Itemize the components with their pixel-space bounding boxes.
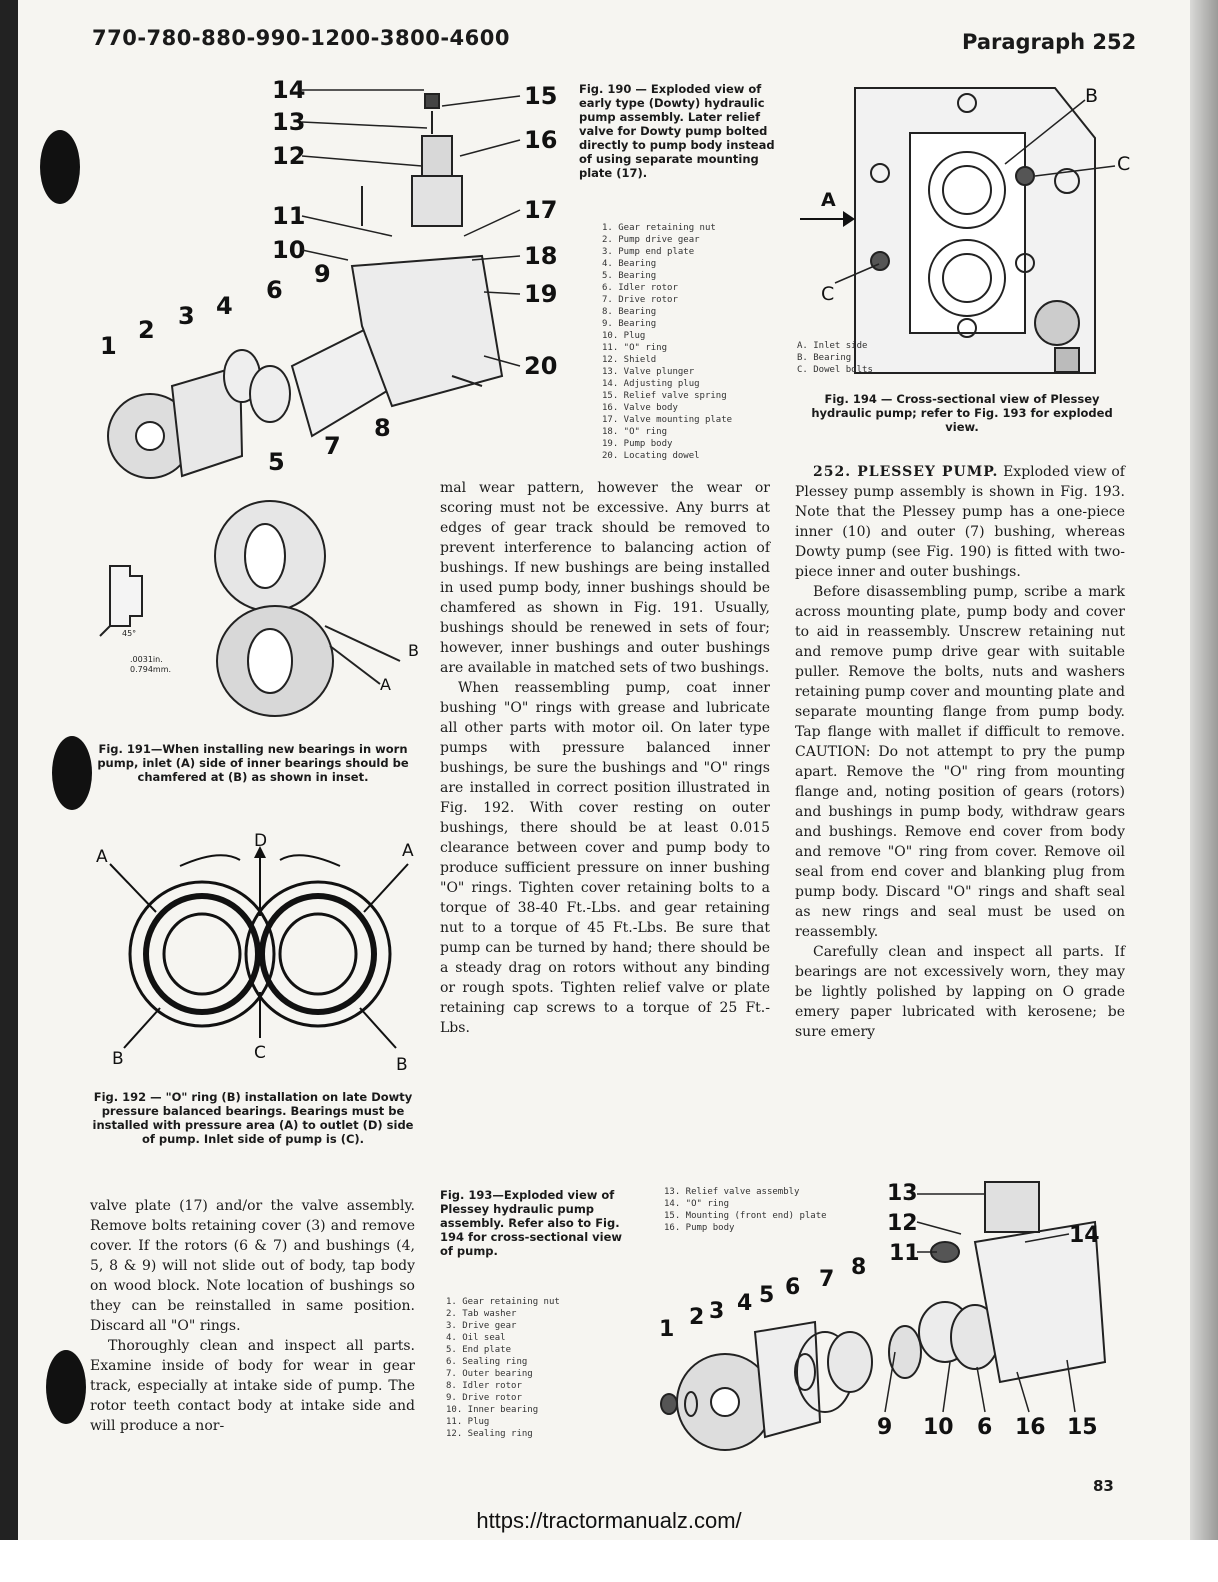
fig194-legend-item: A. Inlet side (797, 341, 868, 351)
fig194-label-c2: C (821, 283, 835, 305)
fig193-callout-8: 8 (851, 1255, 867, 1280)
fig190-callout-17: 17 (524, 196, 558, 224)
fig193-legend-item: 8. Idler rotor (446, 1381, 522, 1391)
fig193-legend-item: 6. Sealing ring (446, 1357, 528, 1367)
fig192-label-b-right: B (396, 1055, 408, 1075)
section-heading: 252. PLESSEY PUMP. (813, 464, 999, 480)
book-spine (0, 0, 18, 1582)
fig193-drawing (655, 1172, 1125, 1462)
fig191-caption: Fig. 191—When installing new bearings in worn pump, inlet (A) side of inner bearings should be chamfered at (B) as shown in inset. (97, 742, 409, 784)
bottom-margin (0, 1540, 1218, 1582)
fig190-legend-item: 2. Pump drive gear (602, 235, 700, 245)
fig193-callout-16: 16 (1015, 1415, 1046, 1440)
fig193-callout-10: 10 (923, 1415, 954, 1440)
fig191-dim1-label: .0031in. (130, 655, 163, 664)
fig191-label-b: B (408, 641, 419, 660)
fig193-legend-item: 10. Inner bearing (446, 1405, 539, 1415)
fig190-callout-15: 15 (524, 82, 558, 110)
fig193-legend-item: 15. Mounting (front end) plate (664, 1211, 827, 1221)
fig190-callout-2: 2 (138, 316, 155, 344)
fig190-legend-item: 7. Drive rotor (602, 295, 678, 305)
fig193-legend-item: 2. Tab washer (446, 1309, 517, 1319)
fig190-callout-18: 18 (524, 242, 558, 270)
fig190-legend-item: 17. Valve mounting plate (602, 415, 733, 425)
paragraph: mal wear pattern, however the wear or scoring must not be excessive. Any burrs at edges of gear track should be removed to prevent interference to balancing action of bushings. If new bushings are being installed in used pump body, inner bushings should be chamfered as shown in Fig. 191. Usually, bushings should be renewed in sets of four; however, inner bushings and outer bushings are available in matched sets of two bushings. (440, 480, 770, 676)
fig190-legend-item: 6. Idler rotor (602, 283, 678, 293)
fig190-legend-item: 15. Relief valve spring (602, 391, 727, 401)
fig190-callout-20: 20 (524, 352, 558, 380)
fig193-callout-4: 4 (737, 1291, 753, 1316)
fig194-drawing (795, 78, 1145, 378)
fig194-label-b: B (1085, 85, 1099, 107)
fig193-legend-item: 9. Drive rotor (446, 1393, 522, 1403)
binder-hole-middle (52, 736, 92, 810)
fig193-callout-15: 15 (1067, 1415, 1098, 1440)
fig193-legend-item: 3. Drive gear (446, 1321, 517, 1331)
fig193-callout-6b: 6 (977, 1415, 993, 1440)
fig194-legend-item: C. Dowel bolts (797, 365, 873, 375)
fig190-callout-5: 5 (268, 448, 285, 476)
fig190-legend-item: 16. Valve body (602, 403, 678, 413)
text-middle-column (440, 478, 770, 1038)
fig194-label-a: A (821, 189, 836, 211)
fig190-legend-item: 20. Locating dowel (602, 451, 700, 461)
fig191-dim2-label: 0.794mm. (130, 665, 172, 674)
fig190-legend-item: 12. Shield (602, 355, 657, 365)
fig190-callout-3: 3 (178, 302, 195, 330)
fig193-legend-item: 16. Pump body (664, 1223, 735, 1233)
paragraph: Before disassembling pump, scribe a mark across mounting plate, pump body and cover to aid in reassembly. Unscrew retaining nut and remove pump drive gear with suitable puller. Remove the bolts, nuts and washers retaining pump cover and mounting plate and separate mounting flange from pump body. Tap flange with mallet if difficult to remove. CAUTION: Do not attempt to pry the pump apart. Remove the "O" ring from mounting flange and, noting position of gears (rotors) and bushings in pump body, withdraw gears and bushings. Remove end cover from body and remove "O" ring from cover. Remove oil seal from end cover and blanking plug from pump body. Discard "O" rings and shaft seal as new rings and seal must be used on reassembly. (795, 584, 1125, 940)
page-number: 83 (1093, 1477, 1114, 1495)
fig190-callout-12: 12 (272, 142, 306, 170)
source-url[interactable]: https://tractormanualz.com/ (476, 1508, 742, 1533)
fig194-caption: Fig. 194 — Cross-sectional view of Plessey hydraulic pump; refer to Fig. 193 for exploded view. (811, 392, 1113, 434)
fig193-legend-item: 14. "O" ring (664, 1199, 730, 1209)
fig190-legend-item: 14. Adjusting plug (602, 379, 700, 389)
fig193-legend-item: 4. Oil seal (446, 1333, 506, 1343)
fig192-drawing (90, 826, 430, 1076)
fig191-label-a: A (380, 675, 391, 694)
fig190-legend-item: 4. Bearing (602, 259, 657, 269)
fig190-callout-9: 9 (314, 260, 331, 288)
fig193-callout-12: 12 (887, 1211, 918, 1236)
fig193-callout-13: 13 (887, 1181, 918, 1206)
fig190-callout-4: 4 (216, 292, 233, 320)
fig190-callout-11: 11 (272, 202, 306, 230)
fig190-legend-item: 18. "O" ring (602, 427, 668, 437)
paragraph: valve plate (17) and/or the valve assembly. Remove bolts retaining cover (3) and remove cover. If the rotors (6 & 7) and bushings (4, 5, 8 & 9) will not slide out of body, tap body on wood block. Note location of bushings so they can be reinstalled in same position. Discard all "O" rings. (90, 1198, 415, 1334)
fig193-legend-item: 13. Relief valve assembly (664, 1187, 800, 1197)
fig194-legend (797, 340, 917, 376)
fig192-label-a-left: A (96, 847, 108, 867)
fig190-legend-item: 9. Bearing (602, 319, 657, 329)
binder-hole-top (40, 130, 80, 204)
paragraph: When reassembling pump, coat inner bushing "O" rings with grease and lubricate all other parts with motor oil. On later type pumps with pressure balanced inner bushings, be sure the bushings and "O" rings are installed in correct position illustrated in Fig. 192. With cover resting on outer bushings, there should be at least 0.015 clearance between cover and pump body to produce sufficient pressure on inner bushing "O" rings. Tighten cover retaining bolts to a torque of 38-40 Ft.-Lbs. and gear retaining nut to a torque of 45 Ft.-Lbs. Be sure that pump can be turned by hand; there should be a steady drag on rotors without any binding or rough spots. Tighten relief valve or plate retaining cap screws to a torque of 25 Ft.-Lbs. (440, 680, 770, 1036)
fig190-callout-7: 7 (324, 432, 341, 460)
fig193-legend-item: 7. Outer bearing (446, 1369, 533, 1379)
fig192-label-b-left: B (112, 1049, 124, 1069)
fig193-legend-item: 11. Plug (446, 1417, 490, 1427)
fig192-caption: Fig. 192 — "O" ring (B) installation on late Dowty pressure balanced bearings. Bearings must be installed with pressure area (A) to outlet (D) side of pump. Inlet side of pump is (C). (92, 1090, 414, 1146)
fig190-callout-14: 14 (272, 76, 306, 104)
fig193-caption: Fig. 193—Exploded view of Plessey hydraulic pump assembly. Refer also to Fig. 194 for cross-sectional view of pump. (440, 1188, 622, 1258)
fig190-legend-item: 11. "O" ring (602, 343, 668, 353)
fig194-legend-item: B. Bearing (797, 353, 852, 363)
fig191-drawing (90, 496, 430, 736)
fig190-legend-item: 1. Gear retaining nut (602, 223, 716, 233)
fig193-callout-6: 6 (785, 1275, 801, 1300)
fig193-legend-item: 12. Sealing ring (446, 1429, 533, 1439)
header-models: 770-780-880-990-1200-3800-4600 (92, 26, 510, 50)
fig193-callout-1: 1 (659, 1317, 675, 1342)
fig190-drawing (92, 76, 562, 486)
fig190-callout-10: 10 (272, 236, 306, 264)
fig193-callout-5: 5 (759, 1283, 775, 1308)
fig190-legend-item: 8. Bearing (602, 307, 657, 317)
fig190-legend-item: 10. Plug (602, 331, 646, 341)
fig190-callout-13: 13 (272, 108, 306, 136)
fig192-label-c: C (254, 1043, 266, 1063)
text-right-column (795, 462, 1125, 1042)
paragraph: Carefully clean and inspect all parts. If bearings are not excessively worn, they may be lightly polished by lapping on O grade emery paper lubricated with kerosene; be sure emery (795, 944, 1125, 1040)
text-left-column (90, 1196, 415, 1436)
fig193-callout-7: 7 (819, 1267, 835, 1292)
fig194-label-c1: C (1117, 153, 1131, 175)
fig193-legend-item: 5. End plate (446, 1345, 512, 1355)
fig193-legend-1 (446, 1296, 616, 1440)
binder-hole-bottom (46, 1350, 86, 1424)
fig190-callout-6: 6 (266, 276, 283, 304)
fig190-callout-19: 19 (524, 280, 558, 308)
fig193-callout-3: 3 (709, 1299, 725, 1324)
header-paragraph: Paragraph 252 (962, 30, 1137, 54)
paragraph: Exploded view of Plessey pump assembly is shown in Fig. 193. Note that the Plessey pump has a one-piece inner (10) and outer (7) bushing, whereas Dowty pump (see Fig. 190) is fitted with two-piece inner and outer bushings. (795, 464, 1125, 580)
fig190-callout-8: 8 (374, 414, 391, 442)
fig193-legend-item: 1. Gear retaining nut (446, 1297, 560, 1307)
page-edge (1190, 0, 1218, 1582)
fig191-angle-label: 45° (122, 629, 137, 638)
fig193-callout-9: 9 (877, 1415, 893, 1440)
paragraph: Thoroughly clean and inspect all parts. Examine inside of body for wear in gear track, especially at intake side of pump. The rotor teeth contact body at intake side and will produce a nor- (90, 1338, 415, 1434)
fig190-caption: Fig. 190 — Exploded view of early type (Dowty) hydraulic pump assembly. Later relief valve for Dowty pump bolted directly to pump body instead of using separate mounting plate (17). (579, 82, 775, 180)
fig190-legend-item: 3. Pump end plate (602, 247, 695, 257)
fig190-legend-item: 5. Bearing (602, 271, 657, 281)
fig190-callout-16: 16 (524, 126, 558, 154)
fig190-legend (602, 222, 772, 462)
fig192-label-a-right: A (402, 841, 414, 861)
fig193-callout-14: 14 (1069, 1223, 1100, 1248)
fig190-callout-1: 1 (100, 332, 117, 360)
fig190-legend-item: 13. Valve plunger (602, 367, 695, 377)
fig192-label-d: D (254, 831, 268, 851)
fig193-callout-2: 2 (689, 1305, 705, 1330)
fig193-callout-11: 11 (889, 1241, 920, 1266)
fig190-legend-item: 19. Pump body (602, 439, 673, 449)
